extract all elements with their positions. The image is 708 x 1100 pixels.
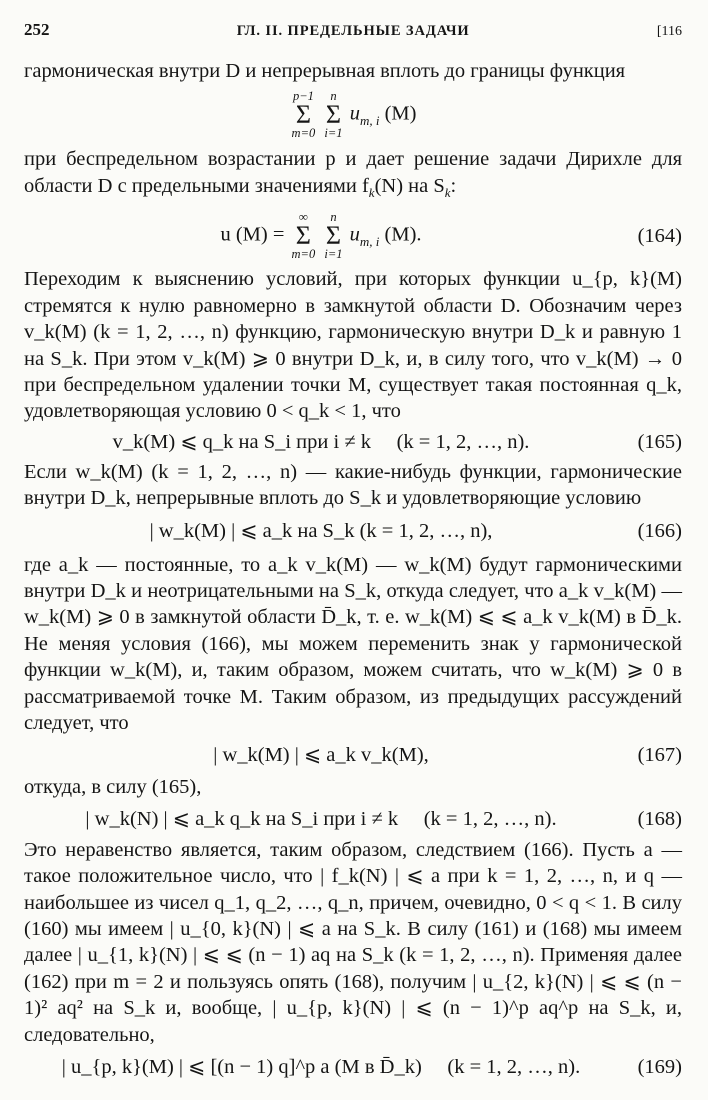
equation-number: (168)	[637, 807, 682, 830]
running-title: ГЛ. II. ПРЕДЕЛЬНЫЕ ЗАДАЧИ	[236, 23, 470, 39]
running-header	[24, 20, 682, 58]
equation-168: | w_k(N) | ⩽ a_k q_k на S_i при i ≠ k (k = 1, 2, …, n). (168)	[24, 801, 682, 837]
paragraph-6: откуда, в силу (165),	[24, 776, 202, 799]
equation-number: (164)	[637, 225, 682, 248]
equation-number: (167)	[637, 744, 682, 767]
section-mark: [116	[656, 24, 682, 39]
paragraph-5: где a_k — постоянные, то a_k v_k(M) — w_k(M) будут гармоническими внутри D_k и неотрицательными на S_k, откуда следует, что a_k v_k(M) — w_k(M) ⩾ 0 в замкнутой области D̄_k, т. е. w_k(M) ⩽ ⩽ a_k v_k(M) в D̄_k. Не меняя условия (166), мы можем переменить знак у гармонической функции w_k(M), и, таким образом, можем считать, что w_k(M) ⩾ 0 в рассматриваемой точке M. Таким образом, из предыдущих рассуждений следует, что	[24, 553, 682, 734]
outer-sum: ∞ Σ m=0	[291, 210, 316, 262]
paragraph-1: гармоническая внутри D и непрерывная вплоть до границы функция	[24, 60, 626, 82]
equation-number: (165)	[637, 430, 682, 453]
equation-166: | w_k(M) | ⩽ a_k на S_k (k = 1, 2, …, n), (166)	[24, 512, 682, 552]
paragraph-7: Это неравенство является, таким образом, следствием (166). Пусть a — такое положительное число, что | f_k(N) | ⩽ a при k = 1, 2, …, n, и q — наибольшее из чисел q_1, q_2, …, q_n, причем, очевидно, 0 < q < 1. В силу (160) мы имеем | u_{0, k}(N) | ⩽ a на S_k. В силу (161) и (168) мы имеем далее | u_{1, k}(N) | ⩽ ⩽ (n − 1) aq на S_k (k = 1, 2, …, n). Применяя далее (162) при m = 2 и пользуясь опять (168), получим | u_{2, k}(N) | ⩽ ⩽ (n − 1)² aq² на S_k и, вообще, | u_{p, k}(N) | ⩽ (n − 1)^p aq^p на S_k, и, следовательно,	[24, 838, 682, 1046]
inner-sum: n Σ i=1	[324, 210, 343, 262]
equation-number: (169)	[637, 1055, 682, 1078]
equation-169: | u_{p, k}(M) | ⩽ [(n − 1) q]^p a (M в D̄_k) (k = 1, 2, …, n). (169)	[24, 1048, 682, 1086]
equation-165: v_k(M) ⩽ q_k на S_i при i ≠ k (k = 1, 2, …, n). (165)	[24, 425, 682, 459]
equation-164: u (M) = ∞ Σ m=0 n Σ i=1 $u_{m, i}$ (M). (164)	[220, 210, 682, 262]
paragraph-4: Если w_k(M) (k = 1, 2, …, n) — какие-нибудь функции, гармонические внутри D_k, непрерывные вплоть до S_k и удовлетворяющие условию	[24, 460, 682, 510]
equation-167: | w_k(M) | ⩽ a_k v_k(M), (167)	[24, 736, 682, 774]
inner-sum: n Σ i=1	[324, 89, 343, 141]
page-number: 252	[24, 20, 50, 39]
equation-number: (166)	[637, 520, 682, 543]
outer-sum: p−1 Σ m=0	[291, 89, 316, 141]
paragraph-2: при беспредельном возрастании p и дает решение задачи Дирихле для области D с предельными значениями $f_k(N)$ на $S_k$:	[24, 148, 682, 200]
display-sum-1: p−1 Σ m=0 n Σ i=1 $u_{m, i}$ (M)	[291, 89, 417, 141]
paragraph-3: Переходим к выяснению условий, при которых функции u_{p, k}(M) стремятся к нулю равномерно в замкнутой области D. Обозначим через v_k(M) (k = 1, 2, …, n) функцию, гармоническую внутри D_k и равную 1 на S_k. При этом v_k(M) ⩾ 0 внутри D_k, и, в силу того, что v_k(M) → 0 при беспредельном удалении точки M, существует такая постоянная q_k, удовлетворяющая условию 0 < q_k < 1, что	[24, 268, 682, 423]
page-text	[24, 58, 682, 1086]
